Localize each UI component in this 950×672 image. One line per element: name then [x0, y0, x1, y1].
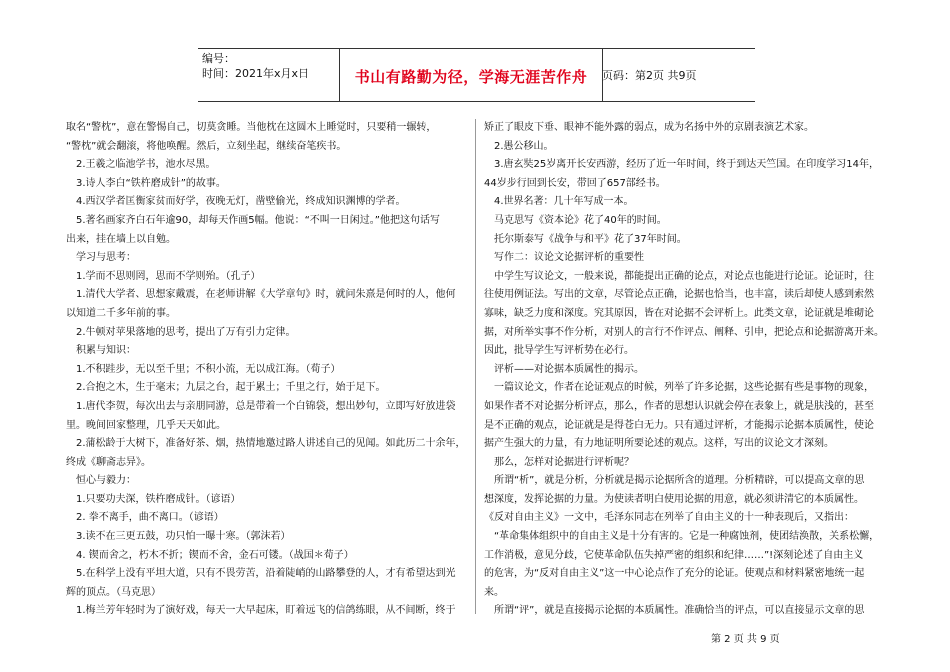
text-line: 托尔斯泰写《战争与和平》花了37年时间。: [484, 233, 687, 245]
text-line: 以知道二千多年前的事。: [66, 307, 176, 319]
text-line: 的危害，为“反对自由主义”这一中心论点作了充分的论证。使观点和材料紧密地统一起: [484, 568, 865, 580]
page-header: [198, 48, 755, 102]
text-line: 1.唐代李贺，每次出去与亲朋同游，总是带着一个白锦袋，想出妙句，立即写好放进袋: [66, 400, 456, 412]
text-line: 据产生强大的力量，有力地证明所要论述的观点。这样，写出的议论文才深刻。: [484, 438, 834, 450]
text-line: 里。晚间回家整理，几乎天天如此。: [66, 419, 226, 431]
text-line: 寡味，缺乏力度和深度。究其原因，皆在对论据不会评析上。此类文章，论证就是堆砌论: [484, 307, 874, 319]
text-line: 3.诗人李白“铁杵磨成针”的故事。: [66, 177, 226, 189]
text-line: 5.在科学上没有平坦大道，只有不畏劳苦，沿着陡峭的山路攀登的人，才有希望达到光: [66, 568, 456, 580]
text-line: 3.唐玄奘25岁离开长安西游，经历了近一年时间，终于到达天竺国。在印度学习14年，: [484, 159, 879, 171]
text-line: 44岁步行回到长安，带回了657部经书。: [484, 177, 666, 189]
text-line: 一篇议论文，作者在论证观点的时候，列举了许多论据，这些论据有些是事物的现象，: [484, 382, 874, 394]
text-line: 那么，怎样对论据进行评析呢？: [484, 456, 634, 468]
text-line: “警枕”就会翻滚，将他唤醒。然后，立刻坐起，继续奋笔疾书。: [66, 140, 347, 152]
text-line: 1.只要功夫深，铁杵磨成针。（谚语）: [66, 493, 241, 505]
text-line: 2.牛顿对苹果落地的思考，提出了万有引力定律。: [66, 326, 296, 338]
text-line: 2.王羲之临池学书，池水尽黑。: [66, 159, 216, 171]
text-line: 辉的顶点。（马克思）: [66, 586, 161, 598]
number-label: 编号：: [202, 52, 235, 65]
text-line: 矫正了眼皮下垂、眼神不能外露的弱点，成为名扬中外的京剧表演艺术家。: [484, 122, 814, 133]
text-line: “革命集体组织中的自由主义是十分有害的。它是一种腐蚀剂，使团结涣散，关系松懈，: [484, 531, 880, 543]
text-line: 所谓“析”，就是分析，分析就是揭示论据所含的道理。分析精辟，可以提高文章的思: [484, 475, 865, 487]
text-line: 积累与知识：: [66, 345, 136, 357]
text-line: 所谓“评”，就是直接揭示论据的本质属性。准确恰当的评点，可以直接显示文章的思: [484, 605, 865, 617]
text-line: 2.愚公移山。: [484, 140, 554, 152]
text-line: 因此，批导学生写评析势在必行。: [484, 345, 634, 357]
text-line: 出来，挂在墙上以自勉。: [66, 233, 176, 245]
column-divider: [475, 119, 476, 614]
text-line: 1.学而不思则罔，思而不学则殆。（孔子）: [66, 270, 261, 282]
text-line: 终成《聊斋志异》。: [66, 456, 151, 468]
text-line: 想深度，发挥论据的力量。为使读者明白使用论据的用意，就必须讲清它的本质属性。: [484, 493, 864, 505]
right-column: [484, 119, 884, 621]
motto-text: 书山有路勤为径，学海无涯苦作舟: [354, 68, 588, 86]
left-column: [66, 119, 466, 621]
text-line: 4. 锲而舍之，朽木不折；锲而不舍，金石可镂。（战国＊荀子）: [66, 549, 354, 561]
text-line: 往使用例证法。写出的文章，尽管论点正确，论据也恰当，也丰富，读后却使人感到索然: [484, 289, 874, 301]
text-line: 2.合抱之木，生于毫末；九层之台，起于累土；千里之行，始于足下。: [66, 382, 386, 394]
time-label: 时间：2021年x月x日: [202, 67, 310, 80]
text-line: 评析——对论据本质属性的揭示。: [484, 363, 644, 375]
text-line: 4.世界名著：几十年写成一本。: [484, 196, 634, 208]
text-line: 取名“警枕”，意在警惕自己，切莫贪睡。当他枕在这圆木上睡觉时，只要稍一辗转，: [66, 122, 437, 133]
text-line: 5.著名画家齐白石年逾90，却每天作画5幅。他说：“不叫一日闲过。”他把这句话写: [66, 214, 440, 226]
header-motto-cell: [339, 49, 603, 101]
page-number-label: 页码：第2页 共9页: [602, 69, 697, 82]
text-line: 如果作者不对论据分析评点，那么，作者的思想认识就会停在表象上，就是肤浅的，甚至: [484, 400, 874, 412]
text-line: 4.西汉学者匡衡家贫而好学，夜晚无灯，凿壁偷光，终成知识渊博的学者。: [66, 196, 406, 208]
text-line: 来。: [484, 586, 504, 598]
text-line: 是不正确的观点，论证就是是得苍白无力。只有通过评析，才能揭示论据本质属性，使论: [484, 419, 874, 431]
text-line: 学习与思考：: [66, 252, 136, 264]
text-line: 2. 拳不离手，曲不离口。（谚语）: [66, 512, 224, 524]
text-line: 2.蒲松龄于大树下，准备好茶、烟，热情地邀过路人讲述自己的见闻。如此历二十余年，: [66, 438, 466, 450]
text-line: 工作消极，意见分歧，它使革命队伍失掉严密的组织和纪律……”!深刻论述了自由主义: [484, 549, 864, 561]
text-line: 1.清代大学者、思想家戴震，在老师讲解《大学章句》时，就问朱熹是何时的人，他何: [66, 289, 456, 301]
text-line: 恒心与毅力：: [66, 475, 136, 487]
header-info: [198, 49, 339, 101]
text-line: 1.不积跬步，无以至千里；不积小流，无以成江海。（荀子）: [66, 363, 341, 375]
page-footer: 第 2 页 共 9 页: [711, 634, 780, 645]
text-line: 马克思写《资本论》花了40年的时间。: [484, 214, 667, 226]
text-line: 写作二：议论文论据评析的重要性: [484, 252, 644, 264]
text-line: 中学生写议论文，一般来说，都能提出正确的论点，对论点也能进行论证。论证时，往: [484, 270, 874, 282]
text-line: 3.读不在三更五鼓，功只怕一曝十寒。（郭沫若）: [66, 531, 291, 543]
text-line: 《反对自由主义》一文中，毛泽东同志在列举了自由主义的十一种表现后，又指出：: [484, 512, 854, 524]
text-line: 据，对所举实事不作分析，对别人的言行不作评点、阐释、引申，把论点和论据游离开来。: [484, 326, 884, 338]
text-line: 1.梅兰芳年轻时为了演好戏，每天一大早起床，盯着远飞的信鸽练眼，从不间断，终于: [66, 605, 456, 617]
